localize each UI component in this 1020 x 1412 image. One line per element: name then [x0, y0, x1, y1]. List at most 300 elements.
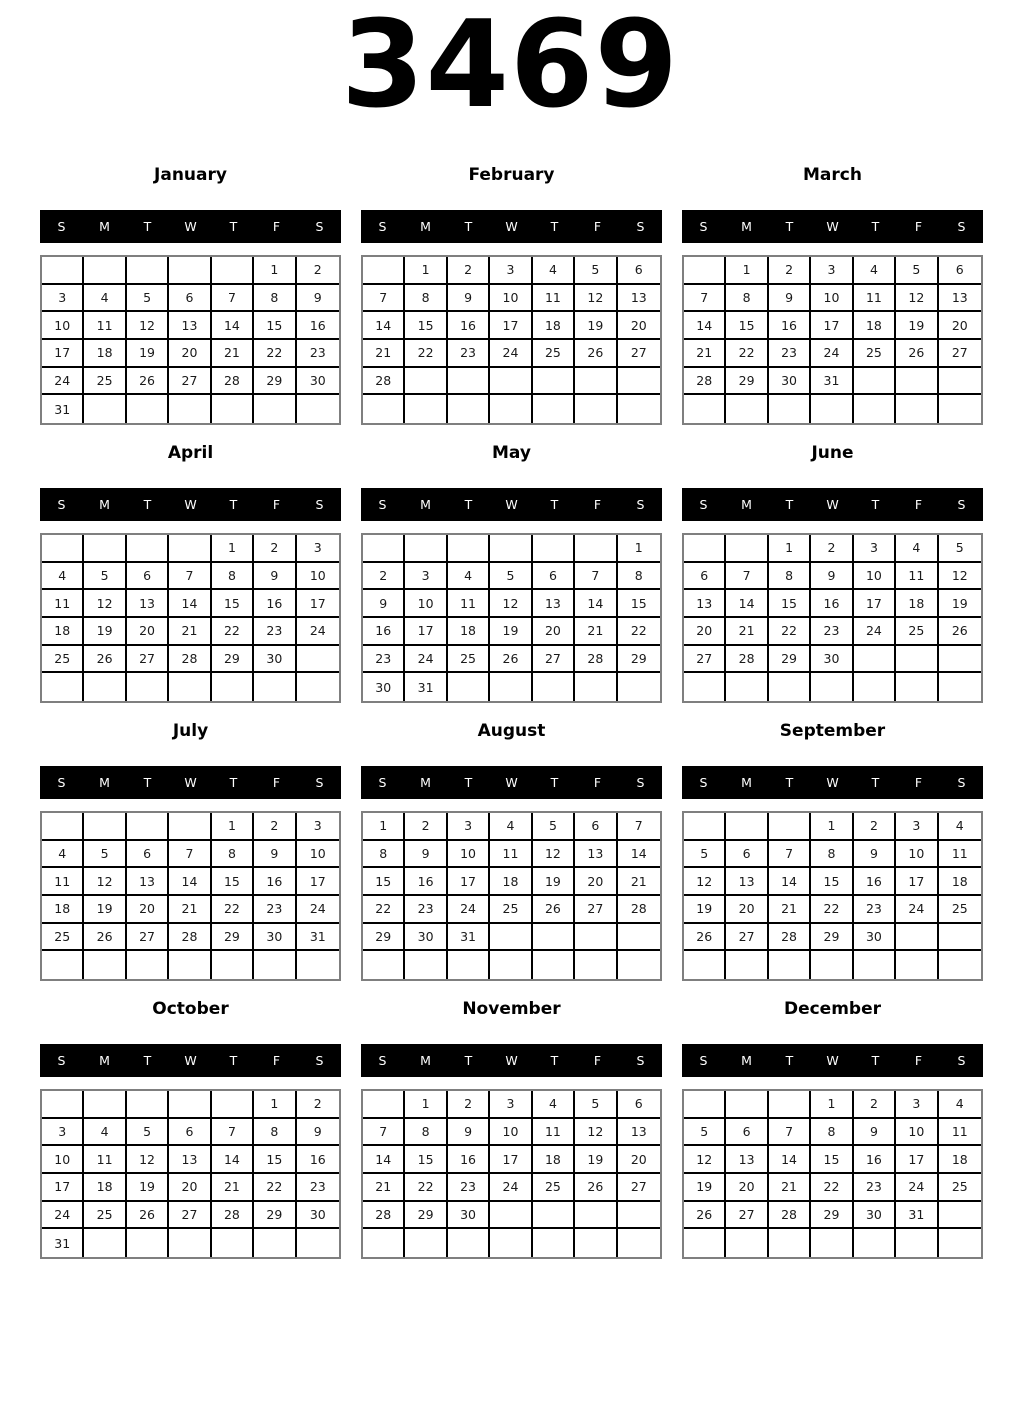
day-cell: 7 — [769, 1119, 811, 1147]
month-title: January — [154, 165, 227, 185]
day-cell: 5 — [575, 1091, 617, 1119]
day-cell: 30 — [448, 1202, 490, 1230]
day-cell: 16 — [254, 868, 296, 896]
day-cell: 17 — [811, 312, 853, 340]
day-cell: 19 — [490, 618, 532, 646]
day-cell — [618, 673, 660, 701]
day-cell — [769, 813, 811, 841]
day-cell: 16 — [405, 868, 447, 896]
day-cell: 14 — [575, 590, 617, 618]
day-cell: 25 — [939, 896, 981, 924]
day-cell — [726, 535, 768, 563]
dow-cell: T — [871, 775, 880, 790]
day-cell: 6 — [726, 841, 768, 869]
month-block — [361, 721, 662, 981]
day-cell: 23 — [448, 340, 490, 368]
day-cell: 18 — [448, 618, 490, 646]
day-cell: 12 — [939, 563, 981, 591]
day-cell: 5 — [896, 257, 938, 285]
day-cell: 30 — [811, 646, 853, 674]
day-cell: 18 — [490, 868, 532, 896]
day-cell — [42, 257, 84, 285]
day-cell: 17 — [490, 312, 532, 340]
day-cell: 3 — [297, 813, 339, 841]
dow-cell: T — [550, 1053, 559, 1068]
day-cell: 8 — [726, 285, 768, 313]
day-cell: 28 — [769, 1202, 811, 1230]
day-cell: 15 — [405, 1146, 447, 1174]
day-cell: 4 — [896, 535, 938, 563]
day-cell: 18 — [42, 896, 84, 924]
day-cell: 7 — [363, 1119, 405, 1147]
day-cell — [854, 646, 896, 674]
dow-cell: S — [699, 775, 708, 790]
day-cell: 28 — [363, 368, 405, 396]
day-cell: 2 — [254, 535, 296, 563]
day-of-week-header — [40, 488, 341, 521]
day-cell — [533, 951, 575, 979]
day-cell: 2 — [254, 813, 296, 841]
day-cell: 11 — [42, 590, 84, 618]
day-cell — [42, 813, 84, 841]
day-cell: 15 — [726, 312, 768, 340]
dow-cell: S — [636, 497, 645, 512]
day-cell — [533, 395, 575, 423]
day-cell — [84, 673, 126, 701]
dow-cell: F — [914, 775, 923, 790]
day-cell: 10 — [448, 841, 490, 869]
day-cell: 24 — [811, 340, 853, 368]
day-cell: 7 — [726, 563, 768, 591]
day-cell — [297, 646, 339, 674]
day-cell: 10 — [811, 285, 853, 313]
day-cell: 19 — [684, 1174, 726, 1202]
day-cell: 19 — [84, 896, 126, 924]
day-grid — [682, 811, 983, 981]
day-cell: 25 — [896, 618, 938, 646]
day-cell: 8 — [363, 841, 405, 869]
day-cell: 3 — [896, 813, 938, 841]
day-cell — [939, 1229, 981, 1257]
month-block — [361, 165, 662, 425]
day-cell: 24 — [405, 646, 447, 674]
day-cell: 18 — [896, 590, 938, 618]
day-cell: 13 — [169, 312, 211, 340]
day-cell: 8 — [212, 841, 254, 869]
day-cell: 22 — [726, 340, 768, 368]
dow-cell: W — [505, 1053, 518, 1068]
day-cell — [769, 1229, 811, 1257]
day-cell: 9 — [297, 1119, 339, 1147]
day-cell: 20 — [127, 618, 169, 646]
day-of-week-header — [682, 1044, 983, 1077]
day-cell — [363, 1091, 405, 1119]
day-cell: 6 — [575, 813, 617, 841]
day-cell: 10 — [405, 590, 447, 618]
dow-cell: W — [184, 1053, 197, 1068]
day-cell: 31 — [42, 395, 84, 423]
day-cell: 16 — [448, 1146, 490, 1174]
day-cell — [84, 951, 126, 979]
dow-cell: M — [99, 497, 110, 512]
day-cell: 13 — [726, 1146, 768, 1174]
day-cell: 15 — [254, 1146, 296, 1174]
day-cell: 14 — [363, 1146, 405, 1174]
day-cell: 19 — [127, 1174, 169, 1202]
day-cell: 3 — [42, 285, 84, 313]
day-cell: 23 — [448, 1174, 490, 1202]
day-cell — [127, 535, 169, 563]
day-cell: 27 — [575, 896, 617, 924]
day-cell — [618, 368, 660, 396]
dow-cell: T — [143, 497, 152, 512]
day-cell: 29 — [811, 924, 853, 952]
month-block — [682, 721, 983, 981]
day-cell — [84, 395, 126, 423]
day-cell — [684, 813, 726, 841]
dow-cell: S — [699, 497, 708, 512]
day-cell: 4 — [448, 563, 490, 591]
day-cell: 18 — [42, 618, 84, 646]
day-cell: 29 — [726, 368, 768, 396]
day-grid — [682, 533, 983, 703]
day-cell: 29 — [363, 924, 405, 952]
day-cell: 8 — [254, 1119, 296, 1147]
dow-cell: S — [57, 219, 66, 234]
day-cell: 8 — [811, 1119, 853, 1147]
day-cell: 27 — [618, 1174, 660, 1202]
dow-cell: T — [871, 1053, 880, 1068]
day-cell: 3 — [490, 1091, 532, 1119]
day-cell — [575, 1229, 617, 1257]
day-cell: 9 — [854, 841, 896, 869]
day-cell: 31 — [811, 368, 853, 396]
day-cell: 2 — [448, 1091, 490, 1119]
dow-cell: S — [957, 775, 966, 790]
day-cell: 22 — [811, 896, 853, 924]
day-grid — [682, 255, 983, 425]
dow-cell: T — [143, 1053, 152, 1068]
day-cell: 15 — [212, 868, 254, 896]
day-cell: 10 — [490, 1119, 532, 1147]
day-cell: 19 — [684, 896, 726, 924]
day-cell: 24 — [854, 618, 896, 646]
dow-cell: S — [378, 497, 387, 512]
dow-cell: F — [593, 497, 602, 512]
day-cell — [254, 1229, 296, 1257]
day-cell: 5 — [127, 285, 169, 313]
day-cell: 17 — [490, 1146, 532, 1174]
day-cell: 10 — [42, 312, 84, 340]
day-cell: 20 — [684, 618, 726, 646]
day-cell — [84, 813, 126, 841]
month-block — [40, 999, 341, 1259]
day-cell: 3 — [854, 535, 896, 563]
day-cell: 22 — [618, 618, 660, 646]
day-cell: 20 — [533, 618, 575, 646]
day-cell: 13 — [939, 285, 981, 313]
day-cell: 1 — [254, 1091, 296, 1119]
day-cell — [405, 368, 447, 396]
day-cell: 12 — [84, 590, 126, 618]
day-cell: 31 — [448, 924, 490, 952]
day-cell: 8 — [405, 285, 447, 313]
day-cell: 28 — [575, 646, 617, 674]
day-cell — [212, 1229, 254, 1257]
day-cell — [618, 395, 660, 423]
day-cell: 4 — [42, 841, 84, 869]
day-cell: 26 — [896, 340, 938, 368]
day-cell: 6 — [169, 285, 211, 313]
dow-cell: T — [143, 219, 152, 234]
months-grid — [0, 165, 1020, 1259]
day-cell — [896, 646, 938, 674]
day-cell: 6 — [726, 1119, 768, 1147]
day-cell: 2 — [297, 1091, 339, 1119]
day-cell: 26 — [939, 618, 981, 646]
day-cell: 29 — [254, 368, 296, 396]
day-cell: 21 — [618, 868, 660, 896]
day-cell: 6 — [684, 563, 726, 591]
day-cell: 14 — [169, 868, 211, 896]
day-cell: 17 — [297, 590, 339, 618]
dow-cell: M — [741, 1053, 752, 1068]
dow-cell: T — [871, 497, 880, 512]
day-cell — [254, 395, 296, 423]
day-cell: 4 — [939, 1091, 981, 1119]
day-cell: 5 — [84, 841, 126, 869]
day-cell: 26 — [127, 368, 169, 396]
day-cell: 19 — [896, 312, 938, 340]
day-cell: 5 — [84, 563, 126, 591]
day-cell: 13 — [127, 868, 169, 896]
day-cell — [490, 924, 532, 952]
day-cell: 25 — [42, 924, 84, 952]
day-cell — [684, 257, 726, 285]
day-cell — [575, 673, 617, 701]
day-grid — [40, 255, 341, 425]
day-cell: 20 — [939, 312, 981, 340]
day-cell: 11 — [448, 590, 490, 618]
day-cell: 23 — [254, 896, 296, 924]
day-cell: 15 — [769, 590, 811, 618]
day-cell: 27 — [169, 368, 211, 396]
day-cell: 24 — [448, 896, 490, 924]
day-cell: 25 — [84, 368, 126, 396]
day-cell — [811, 1229, 853, 1257]
day-cell — [212, 395, 254, 423]
dow-cell: T — [871, 219, 880, 234]
day-cell: 28 — [169, 924, 211, 952]
day-cell: 23 — [854, 1174, 896, 1202]
day-cell: 2 — [769, 257, 811, 285]
day-cell: 5 — [533, 813, 575, 841]
day-cell: 15 — [363, 868, 405, 896]
day-cell: 30 — [363, 673, 405, 701]
day-cell: 20 — [618, 1146, 660, 1174]
day-cell — [726, 813, 768, 841]
day-cell: 24 — [297, 618, 339, 646]
day-grid — [40, 1089, 341, 1259]
dow-cell: M — [99, 775, 110, 790]
day-cell — [254, 951, 296, 979]
day-of-week-header — [361, 210, 662, 243]
day-cell — [127, 673, 169, 701]
day-of-week-header — [682, 488, 983, 521]
day-cell: 22 — [811, 1174, 853, 1202]
day-cell — [127, 395, 169, 423]
day-cell — [297, 1229, 339, 1257]
day-cell: 12 — [533, 841, 575, 869]
day-cell: 30 — [297, 368, 339, 396]
day-cell: 6 — [533, 563, 575, 591]
day-of-week-header — [682, 210, 983, 243]
day-cell: 16 — [297, 312, 339, 340]
day-cell: 27 — [127, 646, 169, 674]
day-of-week-header — [361, 1044, 662, 1077]
dow-cell: T — [464, 775, 473, 790]
day-cell — [405, 535, 447, 563]
day-cell: 8 — [769, 563, 811, 591]
day-cell — [684, 535, 726, 563]
day-cell: 13 — [169, 1146, 211, 1174]
day-cell: 25 — [448, 646, 490, 674]
day-cell: 13 — [618, 285, 660, 313]
day-cell: 20 — [726, 1174, 768, 1202]
day-cell: 11 — [84, 1146, 126, 1174]
day-cell: 24 — [490, 1174, 532, 1202]
day-cell: 4 — [42, 563, 84, 591]
day-cell — [896, 1229, 938, 1257]
day-cell: 22 — [769, 618, 811, 646]
day-cell: 6 — [618, 257, 660, 285]
day-cell: 16 — [254, 590, 296, 618]
dow-cell: S — [636, 219, 645, 234]
day-cell: 11 — [854, 285, 896, 313]
dow-cell: W — [505, 775, 518, 790]
month-title: August — [477, 721, 546, 741]
day-cell — [575, 395, 617, 423]
dow-cell: S — [699, 219, 708, 234]
day-cell — [575, 535, 617, 563]
day-cell: 9 — [254, 563, 296, 591]
day-cell: 22 — [254, 1174, 296, 1202]
day-cell: 2 — [854, 1091, 896, 1119]
day-cell: 1 — [726, 257, 768, 285]
day-cell: 7 — [169, 841, 211, 869]
day-cell: 3 — [405, 563, 447, 591]
day-cell: 8 — [212, 563, 254, 591]
dow-cell: S — [636, 775, 645, 790]
day-cell: 30 — [854, 924, 896, 952]
dow-cell: F — [914, 219, 923, 234]
dow-cell: T — [785, 775, 794, 790]
day-cell: 13 — [127, 590, 169, 618]
day-cell: 10 — [297, 563, 339, 591]
day-cell: 17 — [448, 868, 490, 896]
day-cell — [769, 951, 811, 979]
day-cell: 26 — [127, 1202, 169, 1230]
day-cell: 20 — [169, 340, 211, 368]
day-cell: 13 — [726, 868, 768, 896]
day-cell: 28 — [212, 1202, 254, 1230]
day-cell: 4 — [533, 1091, 575, 1119]
dow-cell: W — [826, 1053, 839, 1068]
day-cell — [684, 1229, 726, 1257]
day-cell: 21 — [726, 618, 768, 646]
day-cell: 12 — [490, 590, 532, 618]
day-grid — [682, 1089, 983, 1259]
dow-cell: T — [229, 775, 238, 790]
day-cell — [42, 673, 84, 701]
day-cell — [854, 673, 896, 701]
day-cell — [448, 535, 490, 563]
day-cell: 22 — [405, 1174, 447, 1202]
day-cell: 19 — [939, 590, 981, 618]
dow-cell: M — [420, 219, 431, 234]
day-cell: 10 — [490, 285, 532, 313]
day-cell: 12 — [896, 285, 938, 313]
day-cell — [896, 395, 938, 423]
day-of-week-header — [40, 1044, 341, 1077]
day-cell: 29 — [618, 646, 660, 674]
day-cell: 25 — [533, 340, 575, 368]
day-cell: 21 — [684, 340, 726, 368]
day-cell: 23 — [254, 618, 296, 646]
day-cell: 29 — [254, 1202, 296, 1230]
day-cell: 16 — [448, 312, 490, 340]
day-cell: 6 — [618, 1091, 660, 1119]
dow-cell: F — [593, 1053, 602, 1068]
dow-cell: T — [785, 497, 794, 512]
dow-cell: S — [378, 1053, 387, 1068]
day-cell: 9 — [448, 1119, 490, 1147]
month-block — [361, 443, 662, 703]
dow-cell: F — [914, 497, 923, 512]
day-cell: 7 — [169, 563, 211, 591]
dow-cell: M — [741, 219, 752, 234]
day-cell: 19 — [533, 868, 575, 896]
day-cell: 30 — [254, 646, 296, 674]
day-cell — [939, 951, 981, 979]
day-cell: 3 — [42, 1119, 84, 1147]
dow-cell: S — [636, 1053, 645, 1068]
day-cell — [169, 951, 211, 979]
day-cell: 21 — [169, 896, 211, 924]
day-cell: 19 — [575, 312, 617, 340]
day-cell: 24 — [42, 368, 84, 396]
day-cell: 20 — [726, 896, 768, 924]
day-cell: 5 — [490, 563, 532, 591]
day-cell — [811, 673, 853, 701]
dow-cell: W — [505, 219, 518, 234]
day-cell: 24 — [42, 1202, 84, 1230]
dow-cell: S — [57, 1053, 66, 1068]
month-title: December — [783, 999, 882, 1019]
day-cell: 20 — [618, 312, 660, 340]
month-block — [40, 721, 341, 981]
day-cell: 15 — [811, 868, 853, 896]
day-cell — [297, 951, 339, 979]
day-cell: 9 — [448, 285, 490, 313]
dow-cell: F — [593, 219, 602, 234]
day-cell — [490, 535, 532, 563]
day-cell — [127, 257, 169, 285]
day-cell: 22 — [405, 340, 447, 368]
day-cell — [533, 673, 575, 701]
day-cell — [448, 368, 490, 396]
day-cell: 4 — [84, 285, 126, 313]
